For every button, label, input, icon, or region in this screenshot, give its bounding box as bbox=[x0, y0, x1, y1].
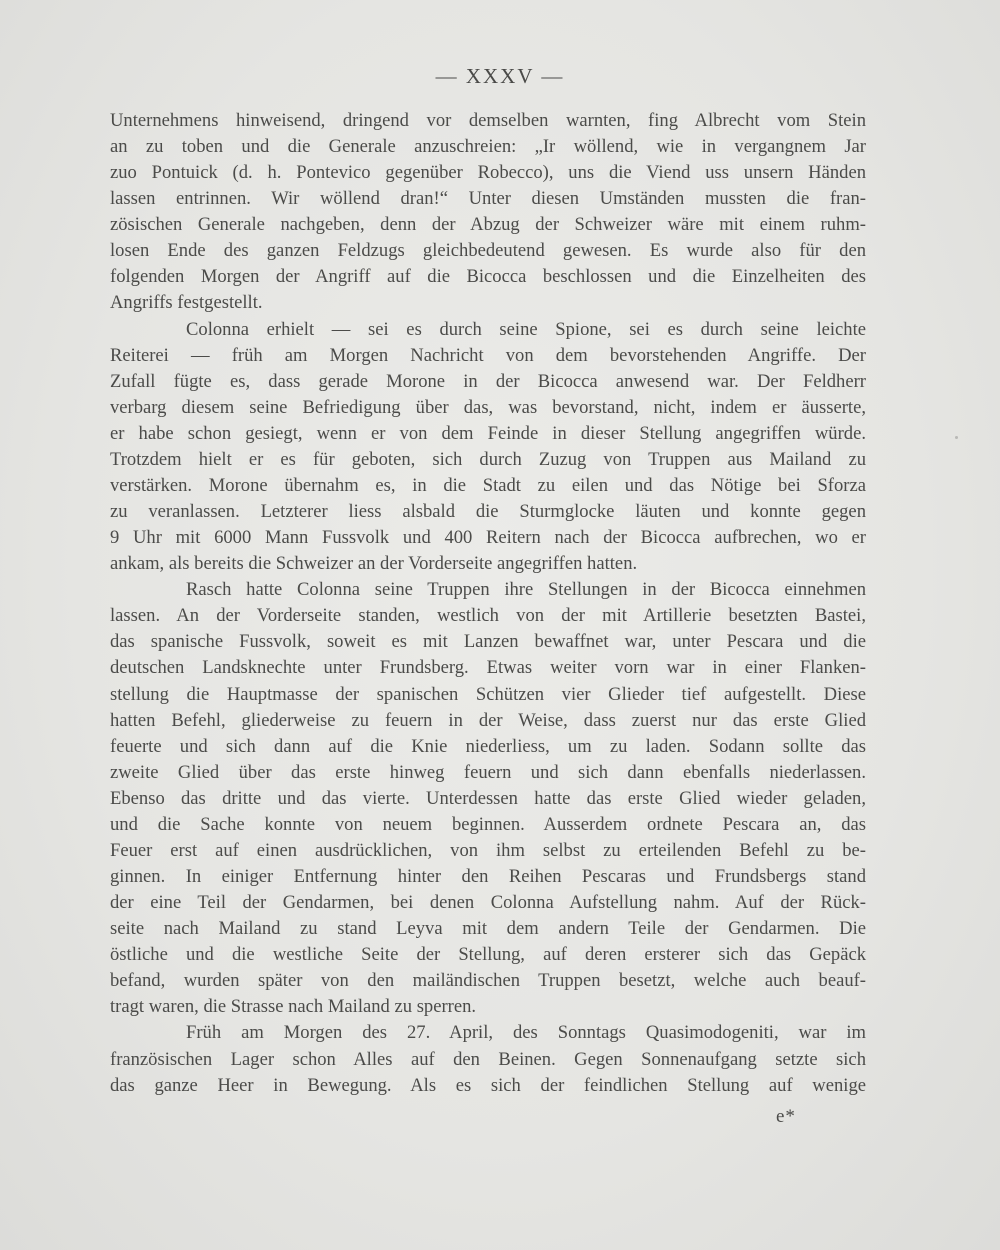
text-line: östliche und die westliche Seite der Stellung, auf deren ersterer sich das Gepäck bbox=[110, 944, 866, 966]
text-line: und die Sache konnte von neuem beginnen. Ausserdem ordnete Pescara an, das bbox=[110, 813, 866, 835]
text-line: folgenden Morgen der Angriff auf die Bicocca beschlossen und die Einzelheiten des bbox=[110, 266, 866, 288]
text-line: Reiterei — früh am Morgen Nachricht von dem bevorstehenden Angriffe. Der bbox=[110, 344, 866, 366]
text-line: lassen entrinnen. Wir wöllend dran!“ Unter diesen Umständen mussten die fran- bbox=[110, 188, 866, 210]
text-line: an zu toben und die Generale anzuschreien: „Ir wöllend, wie in vergangnem Jar bbox=[110, 136, 866, 158]
text-line: Trotzdem hielt er es für geboten, sich durch Zuzug von Truppen aus Mailand zu bbox=[110, 448, 866, 470]
text-line: Früh am Morgen des 27. April, des Sonntags Quasimodogeniti, war im bbox=[186, 1022, 866, 1044]
text-line: das spanische Fussvolk, soweit es mit Lanzen bewaffnet war, unter Pescara und die bbox=[110, 631, 866, 653]
text-line: Ebenso das dritte und das vierte. Unterdessen hatte das erste Glied wieder geladen, bbox=[110, 787, 866, 809]
text-line: 9 Uhr mit 6000 Mann Fussvolk und 400 Reitern nach der Bicocca aufbrechen, wo er bbox=[110, 527, 866, 549]
text-line: zu veranlassen. Letzterer liess alsbald die Sturmglocke läuten und konnte gegen bbox=[110, 501, 866, 523]
text-line: Feuer erst auf einen ausdrücklichen, von ihm selbst zu erteilenden Befehl zu be- bbox=[110, 839, 866, 861]
text-line: verstärken. Morone übernahm es, in die Stadt zu eilen und das Nötige bei Sforza bbox=[110, 474, 866, 496]
text-line: Zufall fügte es, dass gerade Morone in der Bicocca anwesend war. Der Feldherr bbox=[110, 370, 866, 392]
text-line: Angriffs festgestellt. bbox=[110, 292, 263, 314]
text-line: losen Ende des ganzen Feldzugs gleichbedeutend gewesen. Es wurde also für den bbox=[110, 240, 866, 262]
text-line: tragt waren, die Strasse nach Mailand zu sperren. bbox=[110, 996, 477, 1018]
text-line: das ganze Heer in Bewegung. Als es sich der feindlichen Stellung auf wenige bbox=[110, 1074, 866, 1096]
text-line: ankam, als bereits die Schweizer an der Vorderseite angegriffen hatten. bbox=[110, 553, 638, 575]
page-number-header: — XXXV — bbox=[435, 64, 565, 88]
text-line: hatten Befehl, gliederweise zu feuern in der Weise, dass zuerst nur das erste Glied bbox=[110, 709, 866, 731]
text-line: französischen Lager schon Alles auf den Beinen. Gegen Sonnenaufgang setzte sich bbox=[110, 1048, 866, 1070]
text-line: befand, wurden später von den mailändischen Truppen besetzt, welche auch beauf- bbox=[110, 970, 866, 992]
text-line: der eine Teil der Gendarmen, bei denen Colonna Aufstellung nahm. Auf der Rück- bbox=[110, 892, 866, 914]
text-line: stellung die Hauptmasse der spanischen Schützen vier Glieder tief aufgestellt. Diese bbox=[110, 683, 866, 705]
text-line: Colonna erhielt — sei es durch seine Spione, sei es durch seine leichte bbox=[186, 318, 866, 340]
text-line: seite nach Mailand zu stand Leyva mit dem andern Teile der Gendarmen. Die bbox=[110, 918, 866, 940]
text-line: zösischen Generale nachgeben, denn der Abzug der Schweizer wäre mit einem ruhm- bbox=[110, 214, 866, 236]
text-line: Unternehmens hinweisend, dringend vor demselben warnten, fing Albrecht vom Stein bbox=[110, 110, 866, 131]
text-line: verbarg diesem seine Befriedigung über das, was bevorstand, nicht, indem er äusserte, bbox=[110, 396, 866, 418]
text-line: zweite Glied über das erste hinweg feuern und sich dann ebenfalls niederlassen. bbox=[110, 761, 866, 783]
text-line: lassen. An der Vorderseite standen, westlich von der mit Artillerie besetzten Bastei, bbox=[110, 605, 866, 627]
text-line: zuo Pontuick (d. h. Pontevico gegenüber Robecco), uns die Viend uss unsern Händen bbox=[110, 162, 866, 184]
paper-speck bbox=[955, 436, 958, 439]
text-line: deutschen Landsknechte unter Frundsberg. Etwas weiter vorn war in einer Flanken- bbox=[110, 657, 866, 679]
text-line: Rasch hatte Colonna seine Truppen ihre Stellungen in der Bicocca einnehmen bbox=[186, 579, 866, 601]
signature-mark: e* bbox=[776, 1106, 796, 1127]
text-line: er habe schon gesiegt, wenn er von dem Feinde in dieser Stellung angegriffen würde. bbox=[110, 422, 866, 444]
text-line: feuerte und sich dann auf die Knie niederliess, um zu laden. Sodann sollte das bbox=[110, 735, 866, 757]
text-line: ginnen. In einiger Entfernung hinter den Reihen Pescaras und Frundsbergs stand bbox=[110, 866, 866, 888]
